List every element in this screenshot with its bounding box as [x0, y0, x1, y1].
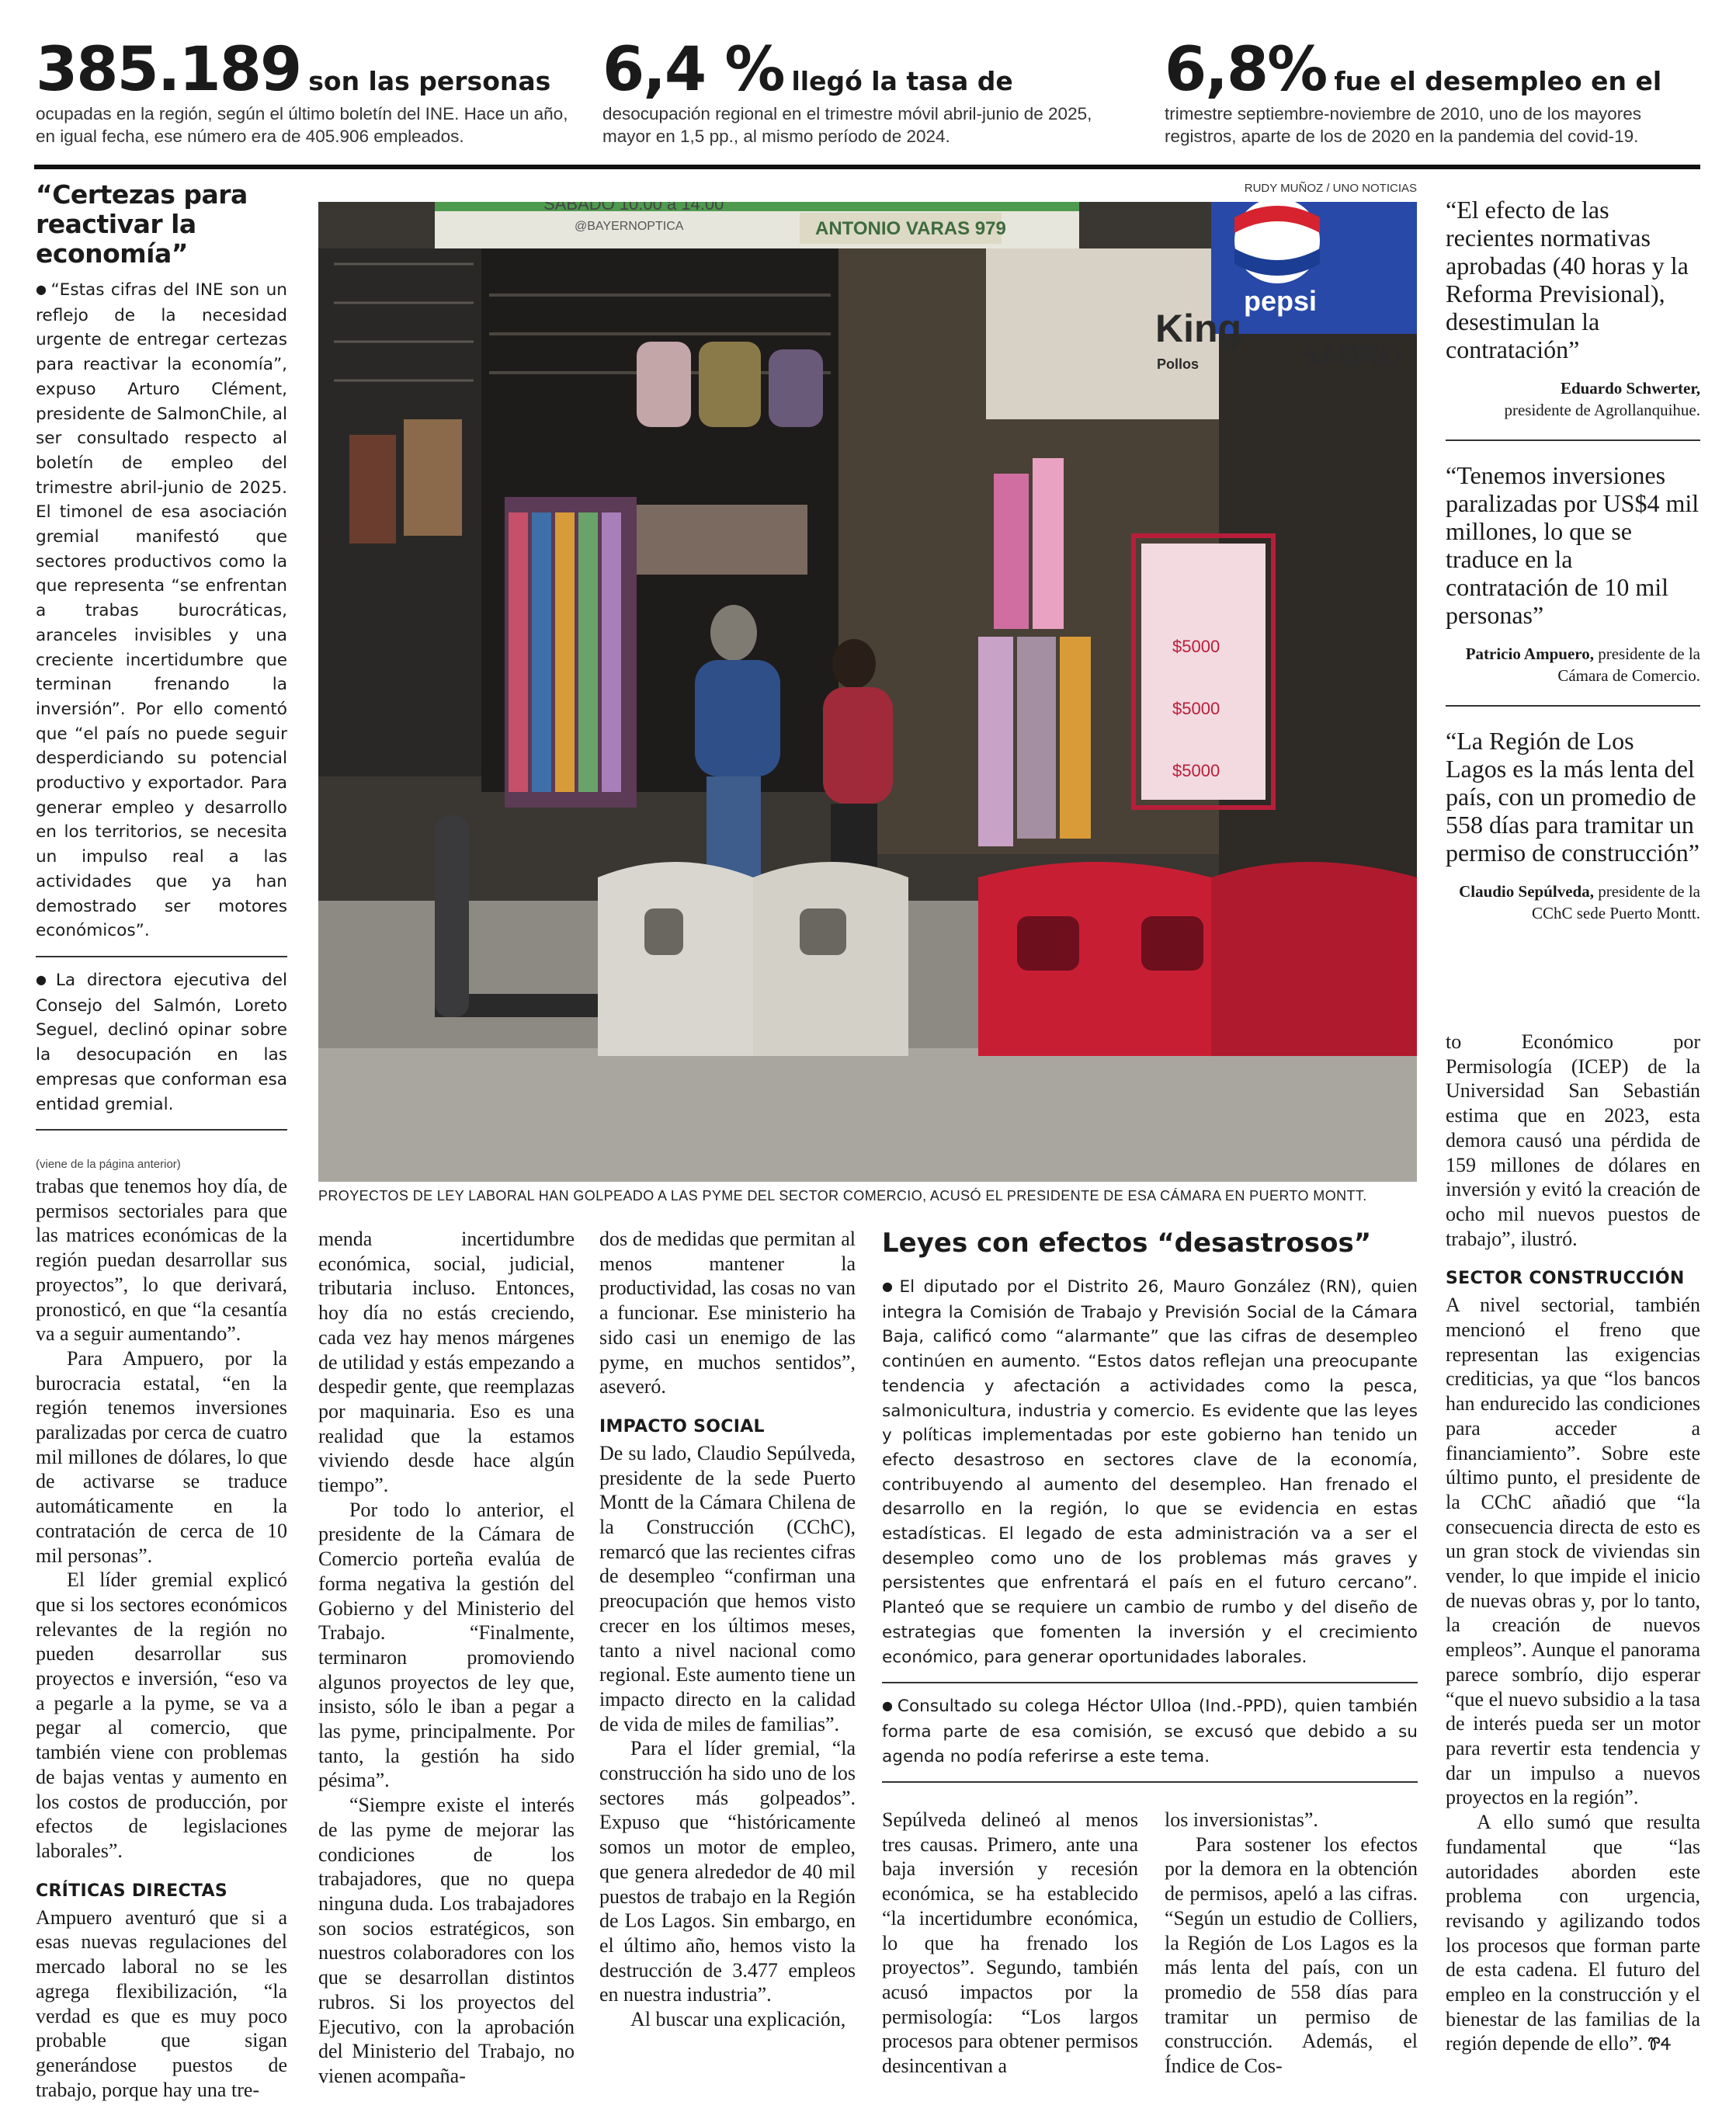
- stat-ocupados: [36, 35, 571, 155]
- pepsi-logo-text: pepsi: [1244, 285, 1318, 317]
- article-paragraph: El líder gremial explicó que si los sectores económicos relevantes de la región no pueden desarrollar sus proyectos e inversión, “eso va a pegarle a la pyme, se va a pegar al comercio, que también viene con problemas de bajas ventas y aumento en los costos de producción, por efectos de legislaciones laborales”.: [36, 1568, 287, 1862]
- sidebar-paragraph: ● Consultado su colega Héctor Ulloa (Ind.-PPD), quien también forma parte de esa comisión, se excusó que debido a su agenda no podía referirse a este tema.: [882, 1694, 1418, 1769]
- article-column-1: [36, 1155, 287, 2102]
- stat-desempleo-2010: [1165, 35, 1708, 155]
- article-paragraph: menda incertidumbre económica, social, judicial, tributaria incluso. Entonces, hoy día no estás creciendo, cada vez hay menos márgenes de utilidad y estás empezando a despedir gente, que reemplazas por maquinaria. Eso es una realidad que la estamos viviendo desde hace algún tiempo”.: [318, 1228, 575, 1497]
- quote-role: presidente de la Cámara de Comercio.: [1557, 644, 1700, 685]
- article-paragraph: [1446, 1810, 1700, 2057]
- menu-price: $5000: [1172, 637, 1220, 656]
- divider: [882, 1781, 1418, 1783]
- main-photo: [318, 202, 1417, 1182]
- article-column-2: [318, 1227, 575, 2089]
- stat-number: 6,4 %: [602, 35, 784, 105]
- street-scene-illustration: [318, 202, 1417, 1182]
- quote-author: Patricio Ampuero,: [1465, 644, 1594, 663]
- stat-lead: fue el desempleo en el: [1334, 66, 1662, 96]
- sign-hours: SÁBADO 10:00 a 14:00: [543, 202, 724, 214]
- stat-number: 6,8%: [1165, 35, 1327, 105]
- section-subhead: CRÍTICAS DIRECTAS: [36, 1881, 227, 1901]
- pull-quote: “El efecto de las recientes normativas aprobadas (40 horas y la Reforma Previsional), desestimulan la contratación”: [1446, 196, 1689, 363]
- end-mark-icon: ᏈᏎ: [1647, 2034, 1672, 2055]
- photo-credit: RUDY MUÑOZ / UNO NOTICIAS: [1244, 182, 1417, 195]
- article-paragraph: De su lado, Claudio Sepúlveda, presidente de la sede Puerto Montt de la Cámara Chilena de la Construcción (CChC), remarcó que las recientes cifras de desempleo “confirman una preocupación que hemos visto crecer en los últimos meses, tanto a nivel nacional como regional. Este aumento tiene un impacto directo en la calidad de vida de miles de familias”.: [599, 1441, 856, 1735]
- article-paragraph: A nivel sectorial, también mencionó el freno que representan las exigencias crediticias, ya que “los bancos han endurecido las condiciones para acceder a financiamiento”. Sobre este último punto, el presidente de la CChC añadió que “la consecuencia directa de esto es un gran stock de viviendas sin vender, lo que impide el inicio de nuevas obras y, por lo tanto, la creación de nuevos empleos”. Aunque el panorama parece sombrío, dijo esperar “que el nuevo subsidio a la tasa de interés pueda ser un motor para revertir esta tendencia y dar un impulso a nuevos proyectos en la región”.: [1446, 1294, 1700, 1809]
- article-paragraph: Para Ampuero, por la burocracia estatal, “en la región tenemos inversiones paralizadas por cerca de cuatro mil millones de dólares, lo que de activarse se traduce automáticamente en la contratación de cerca de 10 mil personas”.: [36, 1346, 287, 1567]
- article-text: A ello sumó que resulta fundamental que “las autoridades aborden este problema con urgencia, revisando y agilizando todos los procesos que forman parte de esta cadena. El futuro del empleo en la construcción y el bienestar de las familias de la región depende de ello”.: [1446, 1811, 1700, 2055]
- stat-description: ocupadas en la región, según el último boletín del INE. Hace un año, en igual fecha, ese número era de 405.906 empleados.: [36, 104, 568, 146]
- king-sign-text: King: [1155, 307, 1242, 350]
- menu-price: $5000: [1172, 761, 1220, 780]
- article-paragraph: trabas que tenemos hoy día, de permisos sectoriales para que las matrices económicas de la región puedan desarrollar sus proyectos”, lo que derivará, pronosticó, en que “la cesantía va a seguir aumentando”.: [36, 1175, 287, 1346]
- stat-desocupacion: [602, 35, 1115, 155]
- article-paragraph: Ampuero aventuró que si a esas nuevas regulaciones del mercado laboral no se les agrega flexibilización, “la verdad es que es muy poco probable que sigan generándose puestos de trabajo, porque hay una tre-: [36, 1905, 287, 2101]
- divider: [36, 956, 287, 957]
- divider: [36, 1129, 287, 1131]
- quote-role: presidente de la CChC sede Puerto Montt.: [1531, 882, 1700, 922]
- sidebar-leyes: [882, 1227, 1418, 1794]
- article-paragraph: Por todo lo anterior, el presidente de la Cámara de Comercio porteña evalúa de forma negativa la gestión del Gobierno y del Ministerio del Trabajo. “Finalmente, terminaron promoviendo algunos proyectos de ley que, insisto, sólo le iban a pegar a las pyme, principalmente. Por tanto, la gestión ha sido pésima”.: [318, 1498, 575, 1792]
- quote-attribution: [1446, 643, 1700, 686]
- article-paragraph: “Siempre existe el interés de las pyme de mejorar las condiciones de los trabajadores, que no quepa ninguna duda. Los trabajadores son socios estratégicos, son nuestros colaboradores con los que se desarrollan distintos rubros. Si los proyectos del Ejecutivo, con la aprobación del Ministerio del Trabajo, no vienen acompaña-: [318, 1794, 575, 2087]
- article-paragraph: Para sostener los efectos por la demora en la obtención de permisos, apeló a las cifras. “Según un estudio de Colliers, la Región de Los Lagos es la más lenta del país, con un promedio de 558 días para tramitar un permiso de construcción. Además, el Índice de Cos-: [1165, 1832, 1418, 2078]
- divider: [882, 1682, 1418, 1683]
- continued-note: (viene de la página anterior): [36, 1158, 181, 1171]
- quote-attribution: [1446, 881, 1700, 924]
- article-column-4: [882, 1808, 1138, 2079]
- sidebar-paragraph: ● El diputado por el Distrito 26, Mauro González (RN), quien integra la Comisión de Trabajo y Previsión Social de la Cámara Baja, calificó como “alarmante” que las cifras de desempleo continúen en aumento. “Estos datos reflejan una preocupante tendencia y afectación a actividades como la pesca, salmonicultura, industria y comercio. Es evidente que las leyes y políticas implementadas por este gobierno han tenido un efecto desastroso en sectores clave de la economía, contribuyendo al aumento del desempleo. Han frenado el desarrollo en la región, lo que se evidencia en estas estadísticas. El legado de esta administración va a ser el desempleo como uno de los problemas más graves y persistentes que enfrentará el país en el futuro cercano”. Planteó que se requiere un cambio de rumbo y del diseño de estrategias que fomenten la inversión y el crecimiento económico, para generar oportunidades laborales.: [882, 1275, 1418, 1669]
- divider: [1446, 705, 1700, 707]
- sidebar-paragraph: ● “Estas cifras del INE son un reflejo de la necesidad urgente de entregar certezas para reactivar la economía”, expuso Arturo Clément, presidente de SalmonChile, al ser consultado respecto al boletín de empleo del trimestre abril-junio de 2025. El timonel de esa asociación gremial manifestó que sectores productivos como la que representa “se enfrentan a trabas burocráticas, aranceles invisibles y una creciente incertidumbre que terminan frenando la inversión”. Por ello comentó que “el país no puede seguir desperdiciando su potencial productivo y exportador. Para generar empleo y desarrollo en los territorios, se necesita un impulso real a las actividades que ya han demostrado ser motores económicos”.: [36, 278, 287, 943]
- section-subhead: SECTOR CONSTRUCCIÓN: [1446, 1269, 1685, 1289]
- section-subhead: IMPACTO SOCIAL: [599, 1416, 765, 1436]
- article-column-3: [599, 1227, 856, 2032]
- article-paragraph: dos de medidas que permitan al menos mantener la productividad, las cosas no van a funcionar. Ese ministerio ha sido casi un enemigo de las pyme, en muchos sentidos”, aseveró.: [599, 1228, 856, 1398]
- pull-quotes: [1446, 196, 1700, 924]
- sabro-sign-text: SABRO: [1300, 339, 1402, 371]
- quote-role: presidente de Agrollanquihue.: [1504, 401, 1700, 419]
- divider: [1446, 439, 1700, 441]
- photo-caption: PROYECTOS DE LEY LABORAL HAN GOLPEADO A LAS PYME DEL SECTOR COMERCIO, ACUSÓ EL PRESIDENTE DE ESA CÁMARA EN PUERTO MONTT.: [318, 1188, 1367, 1204]
- sidebar-headline: “Certezas para reactivar la economía”: [36, 179, 248, 269]
- sidebar-headline: Leyes con efectos “desastrosos”: [882, 1228, 1372, 1259]
- sidebar-paragraph: ● La directora ejecutiva del Consejo del Salmón, Loreto Seguel, declinó opinar sobre la desocupación en las empresas que conforman esa entidad gremial.: [36, 968, 287, 1117]
- pull-quote: “Tenemos inversiones paralizadas por US$4 mil millones, lo que se traduce en la contratación de 10 mil personas”: [1446, 461, 1700, 629]
- quote-author: Claudio Sepúlveda,: [1459, 882, 1594, 901]
- stat-lead: son las personas: [308, 66, 551, 96]
- article-paragraph: Sepúlveda delineó al menos tres causas. Primero, ante una baja inversión y recesión económica, se ha establecido “la incertidumbre económica, lo que ha frenado los proyectos”. Segundo, también acusó impactos por la permisología: “Los largos procesos para obtener permisos desincentivan a: [882, 1808, 1138, 2078]
- article-paragraph: los inversionistas”.: [1165, 1808, 1318, 1831]
- sign-address: ANTONIO VARAS 979: [815, 218, 1006, 239]
- stat-description: trimestre septiembre-noviembre de 2010, uno de los mayores registros, aparte de los de 2020 en la pandemia del covid-19.: [1165, 104, 1642, 146]
- stat-lead: llegó la tasa de: [791, 66, 1013, 96]
- article-column-6: [1446, 1030, 1700, 2057]
- quote-author: Eduardo Schwerter,: [1560, 379, 1700, 398]
- top-rule: [34, 165, 1700, 169]
- stat-description: desocupación regional en el trimestre móvil abril-junio de 2025, mayor en 1,5 pp., al mismo período de 2024.: [602, 104, 1092, 146]
- sign-social: @BAYERNOPTICA: [575, 220, 684, 233]
- article-column-5: [1165, 1808, 1418, 2079]
- article-paragraph: Para el líder gremial, “la construcción ha sido uno de los sectores más golpeados”. Expuso que “históricamente somos un motor de empleo, que genera alrededor de 40 mil puestos de trabajo en la Región de Los Lagos. Sin embargo, en el último año, hemos visto la destrucción de 3.477 empleos en nuestra industria”.: [599, 1737, 856, 2006]
- quote-attribution: [1446, 377, 1700, 421]
- stat-number: 385.189: [36, 35, 301, 105]
- article-paragraph: Al buscar una explicación,: [630, 2008, 846, 2031]
- article-paragraph: to Económico por Permisología (ICEP) de la Universidad San Sebastián estima que en 2023, esta demora causó una pérdida de 159 millones de dólares en inversión y evitó la creación de ocho mil nuevos puestos de trabajo”, ilustró.: [1446, 1030, 1700, 1250]
- menu-price: $5000: [1172, 699, 1220, 718]
- pollos-sign-text: Pollos: [1157, 356, 1200, 372]
- pull-quote: “La Región de Los Lagos es la más lenta del país, con un promedio de 558 días para tramitar un permiso de construcción”: [1446, 727, 1700, 867]
- sidebar-certezas: [36, 180, 287, 1141]
